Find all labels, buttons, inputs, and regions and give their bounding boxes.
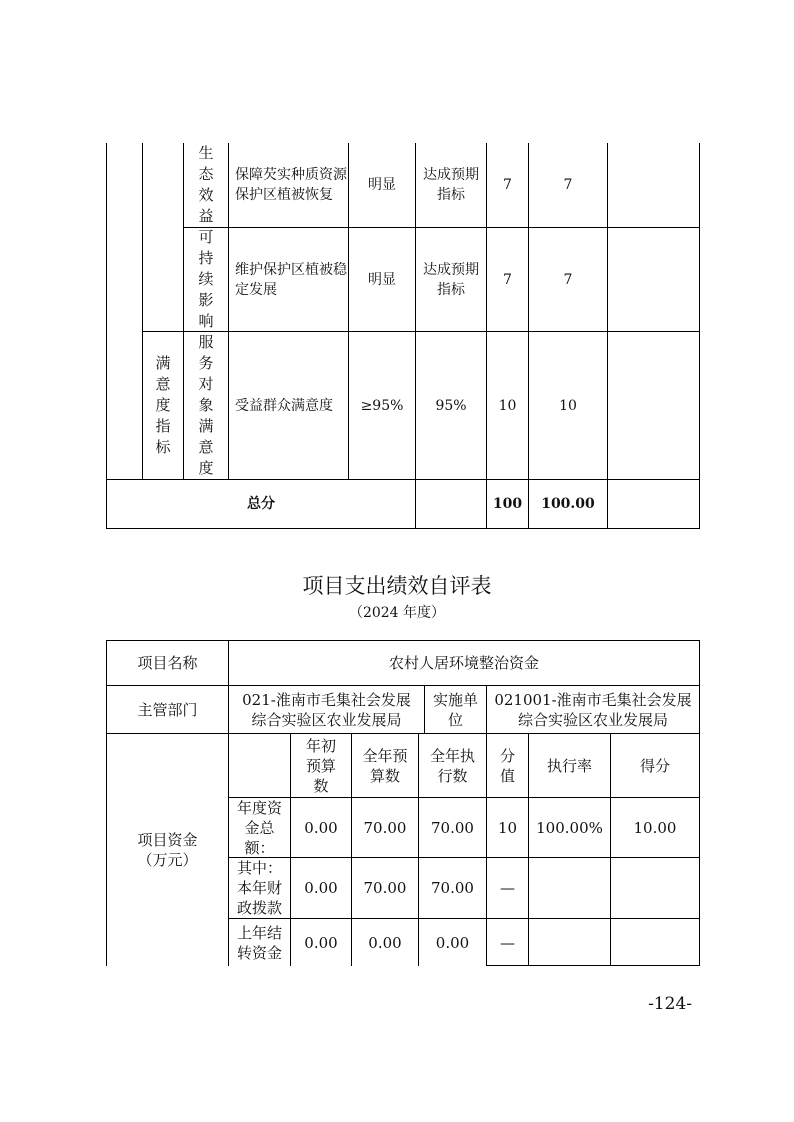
indicator-cell: 维护保护区植被稳定发展: [235, 261, 347, 298]
table-title: 项目支出绩效自评表: [302, 574, 492, 598]
fund-row-label: 年度资金总额：: [236, 798, 282, 857]
fund-exec: 70.00: [431, 879, 474, 897]
table-year: （2024 年度）: [348, 605, 446, 621]
total-score: 100.00: [541, 496, 595, 512]
funds-label: 项目资金（万元）: [137, 831, 198, 869]
total-label: 总分: [247, 496, 275, 512]
target-cell: 明显: [368, 177, 396, 193]
score-cell: 7: [563, 177, 573, 193]
total-weight: 100: [492, 496, 523, 512]
fund-init: 0.00: [304, 879, 338, 897]
target-cell: ≥95%: [360, 397, 404, 414]
header-init-budget: 年初预算数: [305, 736, 336, 795]
subcategory-cell: 服 务 对 象 满 意 度: [198, 333, 214, 477]
fund-row-label: 其中：本年财政拨款: [236, 859, 282, 917]
impl-label: 实施单位: [432, 690, 478, 729]
weight-cell: 7: [503, 177, 512, 193]
header-rate: 执行率: [546, 756, 592, 775]
fund-init: 0.00: [304, 933, 338, 952]
impl-value: 021001-淮南市毛集社会发展综合实验区农业发展局: [494, 690, 692, 729]
category-cell: 满 意 度 指 标: [155, 354, 171, 456]
fund-weight: —: [500, 933, 515, 952]
fund-score: 10.00: [633, 818, 677, 837]
target-cell: 明显: [368, 271, 396, 288]
fund-weight: —: [500, 879, 515, 897]
project-name-value: 农村人居环境整治资金: [388, 654, 539, 672]
project-name-label: 项目名称: [137, 654, 198, 672]
fund-rate: [529, 858, 610, 918]
fund-full: 70.00: [363, 818, 407, 837]
fund-row-label: 上年结转资金: [236, 923, 282, 962]
actual-cell: 达成预期指标: [423, 167, 479, 203]
fund-exec: 70.00: [431, 818, 474, 837]
fund-exec: 0.00: [435, 933, 470, 952]
header-executed: 全年执行数: [429, 746, 475, 785]
actual-cell: 达成预期指标: [423, 261, 479, 298]
fund-rate: [529, 919, 610, 966]
actual-cell: 95%: [435, 397, 467, 414]
weight-cell: 7: [503, 271, 512, 288]
header-full-budget: 全年预算数: [362, 746, 408, 785]
fund-weight: 10: [497, 818, 518, 837]
score-cell: 10: [559, 397, 577, 414]
dept-value: 021-淮南市毛集社会发展综合实验区农业发展局: [242, 690, 411, 729]
fund-score: [611, 919, 699, 966]
fund-full: 70.00: [363, 879, 407, 897]
indicator-cell: 受益群众满意度: [235, 397, 333, 414]
fund-full: 0.00: [368, 933, 402, 952]
page-number: -124-: [648, 994, 692, 1014]
subcategory-cell: 生 态 效 益: [198, 144, 214, 225]
dept-label: 主管部门: [137, 700, 198, 719]
fund-score: [611, 858, 699, 918]
header-weight: 分值: [499, 746, 515, 785]
weight-cell: 10: [498, 397, 517, 414]
subcategory-cell: 可 持 续 影 响: [198, 228, 214, 330]
fund-rate: 100.00%: [536, 818, 603, 837]
score-cell: 7: [563, 271, 573, 288]
header-score: 得分: [639, 756, 670, 775]
indicator-cell: 保障芡实种质资源保护区植被恢复: [235, 167, 347, 203]
fund-init: 0.00: [304, 818, 338, 837]
